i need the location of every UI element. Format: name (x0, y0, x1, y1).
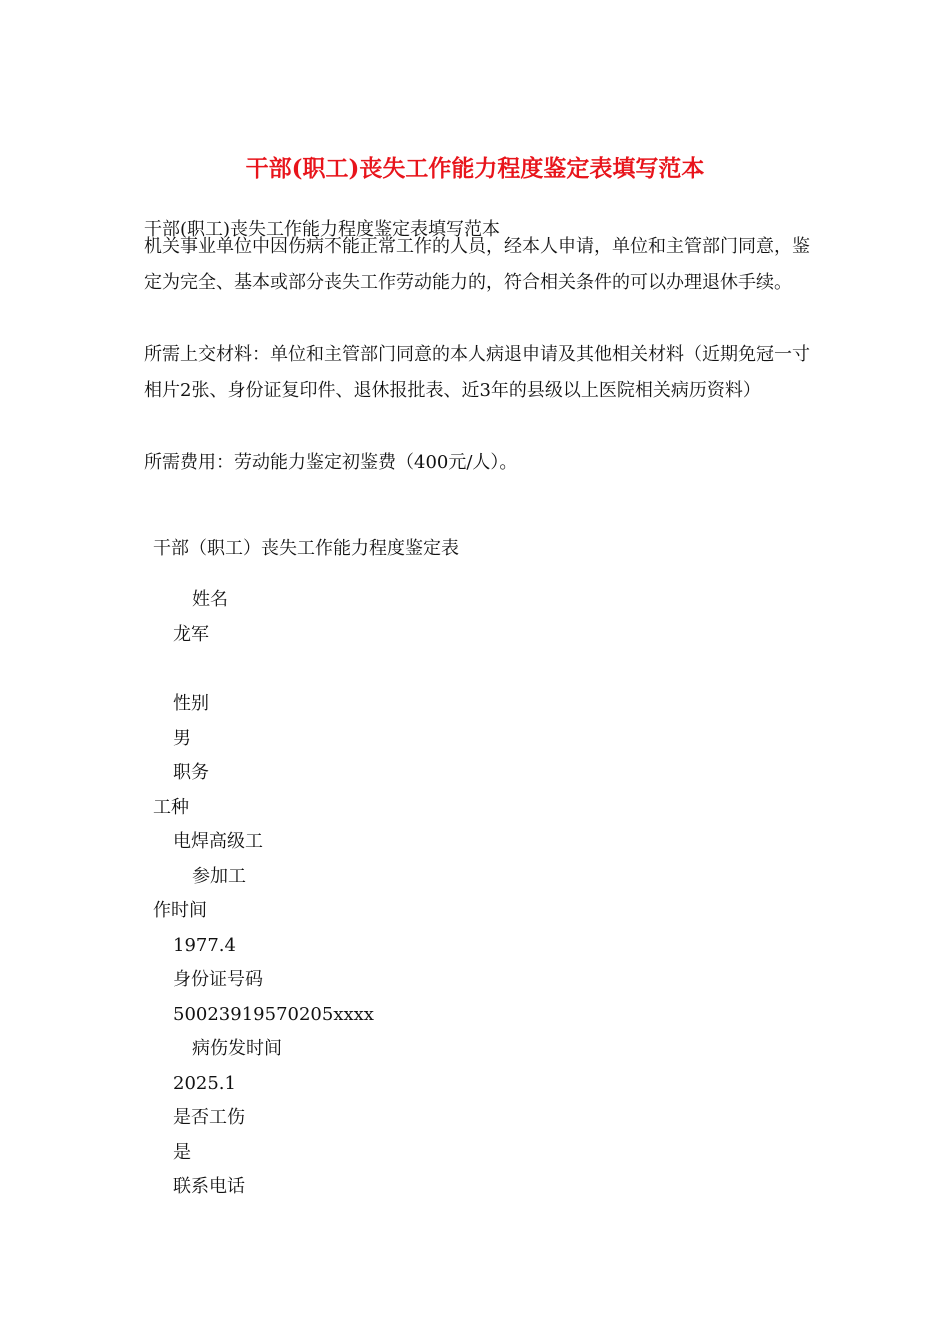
id-label: 身份证号码 (173, 969, 263, 990)
id-value: 50023919570205xxxx (173, 1004, 374, 1025)
form-title: 干部（职工）丧失工作能力程度鉴定表 (153, 538, 459, 559)
work-injury-label: 是否工伤 (173, 1107, 245, 1128)
gender-value: 男 (173, 728, 191, 749)
gender-label: 性别 (173, 693, 209, 714)
paragraph-intro: 机关事业单位中因伤病不能正常工作的人员，经本人申请，单位和主管部门同意，鉴定为完全、基本或部分丧失工作劳动能力的，符合相关条件的可以办理退休手续。 (144, 236, 810, 293)
job-type-value: 电焊高级工 (173, 831, 263, 852)
work-injury-value: 是 (173, 1142, 191, 1163)
name-label: 姓名 (192, 589, 228, 610)
paragraph-materials: 所需上交材料：单位和主管部门同意的本人病退申请及其他相关材料（近期免冠一寸相片2张、身份证复印件、退休报批表、近3年的县级以上医院相关病历资料） (144, 344, 810, 401)
document-title: 干部(职工)丧失工作能力程度鉴定表填写范本 (245, 155, 705, 182)
position-label: 职务 (173, 762, 209, 783)
work-start-value: 1977.4 (173, 935, 236, 956)
name-value: 龙军 (173, 624, 209, 645)
illness-time-value: 2025.1 (173, 1073, 236, 1094)
illness-time-label: 病伤发时间 (192, 1038, 282, 1059)
paragraph-fees: 所需费用：劳动能力鉴定初鉴费（400元/人）。 (144, 452, 518, 473)
phone-label: 联系电话 (173, 1176, 245, 1197)
job-type-label: 工种 (153, 797, 189, 818)
document-subtitle: 干部(职工)丧失工作能力程度鉴定表填写范本 (144, 219, 501, 240)
work-start-label-part1: 参加工 (192, 866, 246, 887)
work-start-label-part2: 作时间 (153, 900, 207, 921)
